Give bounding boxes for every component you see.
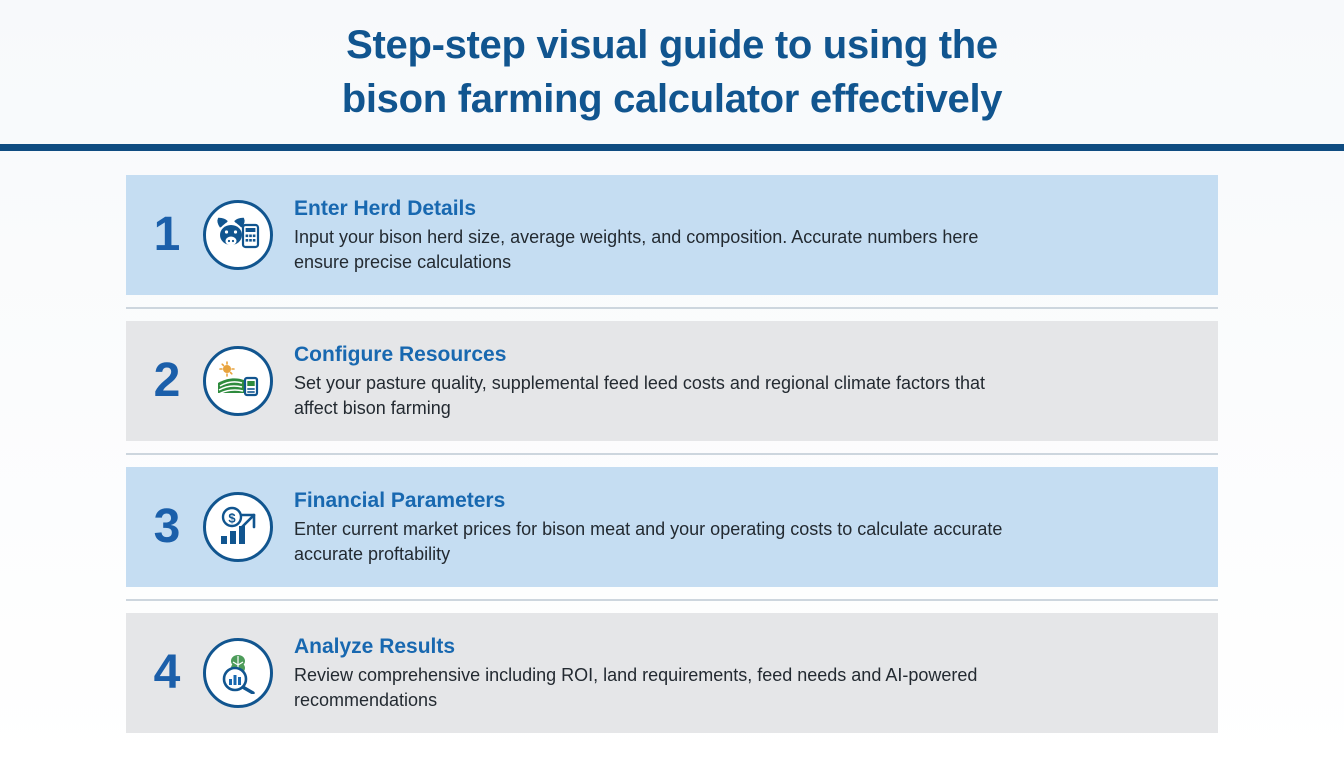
step-row-3 xyxy=(126,467,1218,587)
analytics-magnifier-icon xyxy=(203,638,273,708)
step-icon-2 xyxy=(198,346,278,416)
step-number-1: 1 xyxy=(153,208,181,261)
step-body-4 xyxy=(278,633,1202,713)
step-number-3: 3 xyxy=(153,500,181,553)
step-title-3: Financial Parameters xyxy=(294,489,506,512)
pasture-feed-icon xyxy=(203,346,273,416)
svg-text:$: $ xyxy=(228,510,236,526)
page-title-line-1: Step-step visual guide to using the xyxy=(346,23,998,67)
step-body-3 xyxy=(278,487,1202,567)
step-row-4 xyxy=(126,613,1218,733)
page-title-line-2: bison farming calculator effectively xyxy=(341,77,1003,121)
step-separator-1 xyxy=(126,295,1218,321)
step-icon-1 xyxy=(198,200,278,270)
step-description-1: Input your bison herd size, average weights, and composition. Accurate numbers here ensure precise calculations xyxy=(294,227,979,272)
dollar-growth-icon xyxy=(203,492,273,562)
step-number-4: 4 xyxy=(153,646,181,699)
header-divider xyxy=(0,144,1344,151)
step-number-2: 2 xyxy=(153,354,181,407)
step-body-2 xyxy=(278,341,1202,421)
steps-list xyxy=(0,151,1344,733)
header xyxy=(0,0,1344,126)
bison-calculator-icon xyxy=(203,200,273,270)
step-description-4: Review comprehensive including ROI, land requirements, feed needs and AI-powered recommendations xyxy=(294,665,978,710)
step-icon-4 xyxy=(198,638,278,708)
step-body-1 xyxy=(278,195,1202,275)
step-title-1: Enter Herd Details xyxy=(294,197,477,220)
step-row-2 xyxy=(126,321,1218,441)
step-separator-3 xyxy=(126,587,1218,613)
step-row-1 xyxy=(126,175,1218,295)
step-title-2: Configure Resources xyxy=(294,343,507,366)
step-description-2: Set your pasture quality, supplemental feed leed costs and regional climate factors that affect bison farming xyxy=(294,373,986,418)
step-title-4: Analyze Results xyxy=(294,635,456,658)
step-separator-2 xyxy=(126,441,1218,467)
step-icon-3 xyxy=(198,492,278,562)
step-description-3: Enter current market prices for bison meat and your operating costs to calculate accurate accurate proftability xyxy=(294,519,1003,564)
